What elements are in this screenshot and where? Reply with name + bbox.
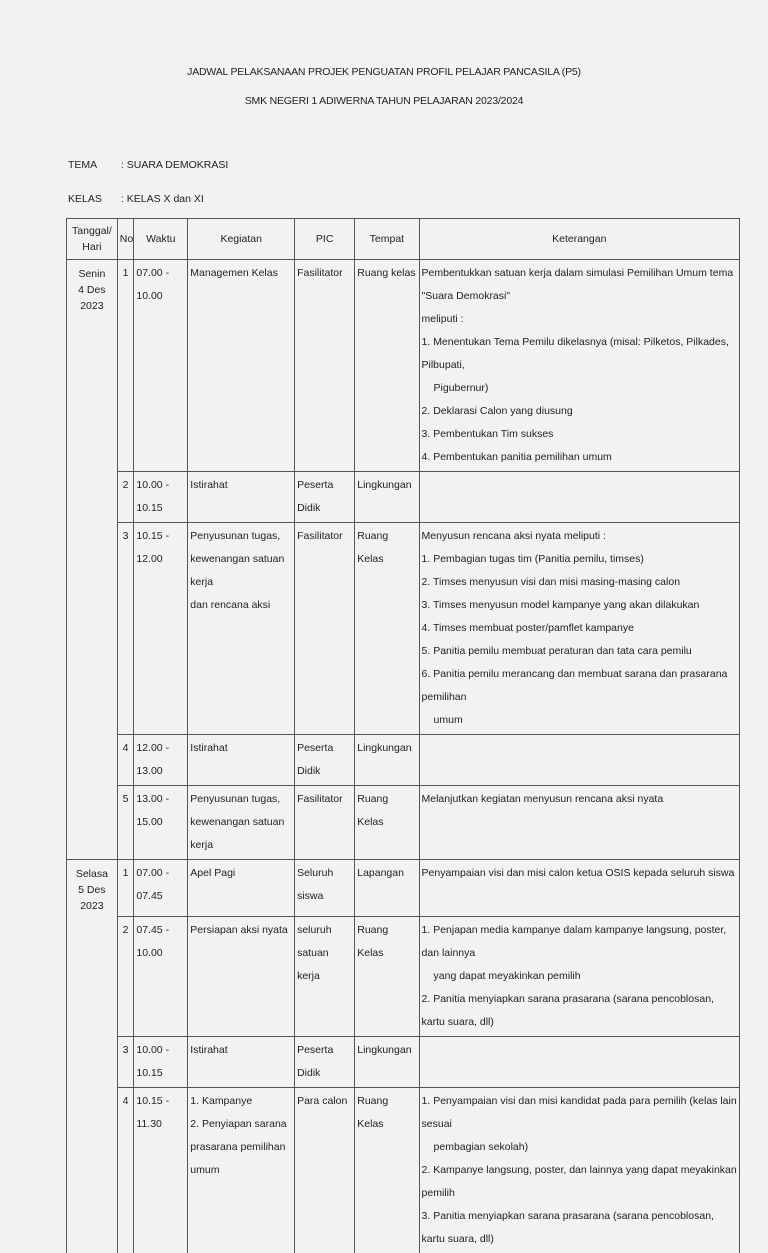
row-keterangan-line: Penyampaian visi dan misi calon ketua OSIS kepada seluruh siswa — [421, 867, 735, 879]
row-pic-line: Fasilitator — [297, 793, 343, 805]
row-keterangan — [419, 1036, 739, 1087]
row-waktu: 07.45 - 10.00 — [134, 916, 188, 1036]
row-waktu: 10.15 - 12.00 — [134, 523, 188, 735]
row-waktu: 07.00 - 07.45 — [134, 860, 188, 917]
row-kegiatan-line: dan rencana aksi — [190, 599, 271, 611]
row-keterangan — [419, 1087, 739, 1253]
row-kegiatan — [188, 916, 295, 1036]
row-keterangan-line: 4. Pembentukan panitia pemilihan umum — [421, 451, 612, 463]
day-cell-continued — [67, 1036, 118, 1087]
table-row — [67, 916, 740, 1036]
row-kegiatan — [188, 735, 295, 786]
header-no: No — [117, 219, 134, 260]
row-keterangan-line: Melanjutkan kegiatan menyusun rencana aksi nyata — [421, 793, 664, 805]
day-date: 5 Des 2023 — [78, 884, 106, 912]
row-tempat: Ruang Kelas — [355, 1087, 419, 1253]
row-no: 4 — [117, 1087, 134, 1253]
tema-label: TEMA — [68, 159, 98, 171]
row-kegiatan-line: Istirahat — [190, 1043, 228, 1056]
day-cell — [67, 260, 118, 472]
row-keterangan — [419, 786, 739, 860]
kelas-value: : KELAS X dan XI — [120, 193, 204, 205]
row-kegiatan-line: kewenangan satuan kerja — [190, 553, 285, 588]
row-waktu: 07.00 - 10.00 — [134, 260, 188, 472]
row-keterangan — [419, 916, 739, 1036]
row-keterangan-line: 5. Panitia pemilu membuat peraturan dan tata cara pemilu — [421, 645, 692, 657]
row-pic-line: Fasilitator — [297, 267, 343, 279]
row-no: 1 — [117, 260, 134, 472]
row-keterangan-line: umum — [433, 714, 463, 726]
row-kegiatan — [188, 472, 295, 523]
row-waktu: 12.00 - 13.00 — [134, 735, 188, 786]
row-kegiatan-line: 2. Penyiapan sarana — [190, 1117, 287, 1130]
row-kegiatan — [188, 860, 295, 917]
table-row — [67, 860, 740, 917]
row-no: 2 — [117, 472, 134, 523]
row-keterangan-line: 1. Pembagian tugas tim (Panitia pemilu, timses) — [421, 553, 644, 565]
row-kegiatan — [188, 786, 295, 860]
row-pic — [295, 472, 355, 523]
row-pic-line: Peserta Didik — [297, 1043, 334, 1079]
row-waktu: 10.15 - 11.30 — [134, 1087, 188, 1253]
row-waktu: 13.00 - 15.00 — [134, 786, 188, 860]
row-pic — [295, 735, 355, 786]
row-keterangan-line: Pembentukkan satuan kerja dalam simulasi Pemilihan Umum tema "Suara Demokrasi" — [421, 267, 734, 302]
row-keterangan-line: 3. Pembentukan Tim sukses — [421, 428, 554, 440]
header-waktu: Waktu — [134, 219, 188, 260]
table-row — [67, 786, 740, 860]
row-waktu: 10.00 - 10.15 — [134, 472, 188, 523]
header-tanggal: Tanggal/ Hari — [67, 219, 118, 260]
row-keterangan-line: 1. Penyampaian visi dan misi kandidat pada para pemilih (kelas lain sesuai — [421, 1094, 737, 1130]
document-subtitle: SMK NEGERI 1 ADIWERNA TAHUN PELAJARAN 2023/2024 — [244, 95, 524, 107]
row-tempat: Ruang kelas — [355, 260, 419, 472]
row-keterangan — [419, 260, 739, 472]
row-keterangan-line: Pigubernur) — [433, 382, 489, 394]
row-tempat: Lapangan — [355, 860, 419, 917]
table-row — [67, 1036, 740, 1087]
row-kegiatan-line: Persiapan aksi nyata — [190, 923, 288, 936]
row-kegiatan-line: Penyusunan tugas, — [190, 793, 281, 805]
tema-value: : SUARA DEMOKRASI — [120, 159, 229, 171]
row-keterangan — [419, 472, 739, 523]
row-keterangan-line: yang dapat meyakinkan pemilih — [433, 969, 581, 982]
row-pic — [295, 1087, 355, 1253]
day-cell-continued — [67, 523, 118, 735]
header-kegiatan: Kegiatan — [188, 219, 295, 260]
row-kegiatan-line: prasarana pemilihan umum — [190, 1140, 286, 1176]
row-keterangan-line: pembagian sekolah) — [433, 1140, 529, 1153]
row-no: 4 — [117, 735, 134, 786]
row-keterangan — [419, 523, 739, 735]
row-tempat: Ruang Kelas — [355, 916, 419, 1036]
tema-row — [68, 159, 228, 171]
day-cell — [67, 860, 118, 917]
row-kegiatan — [188, 1036, 295, 1087]
row-keterangan-line: 3. Panitia menyiapkan sarana prasarana (sarana pencoblosan, kartu suara, dll) — [421, 1209, 714, 1245]
document-title: JADWAL PELAKSANAAN PROJEK PENGUATAN PROFIL PELAJAR PANCASILA (P5) — [187, 66, 581, 78]
row-kegiatan-line: Istirahat — [190, 742, 228, 754]
row-pic-line: seluruh satuan — [297, 923, 332, 959]
row-tempat: Lingkungan — [355, 1036, 419, 1087]
row-keterangan-line: Menyusun rencana aksi nyata meliputi : — [421, 530, 606, 542]
row-pic — [295, 860, 355, 917]
row-kegiatan-line: Penyusunan tugas, — [190, 530, 281, 542]
row-pic-line: Peserta Didik — [297, 742, 334, 777]
row-keterangan-line: 2. Kampanye langsung, poster, dan lainnya yang dapat meyakinkan pemilih — [421, 1163, 737, 1199]
table-row — [67, 472, 740, 523]
row-pic-line: Peserta Didik — [297, 479, 334, 514]
row-no: 5 — [117, 786, 134, 860]
row-pic — [295, 786, 355, 860]
row-keterangan-line: 2. Timses menyusun visi dan misi masing-masing calon — [421, 576, 681, 588]
day-cell-continued — [67, 472, 118, 523]
day-date: 4 Des 2023 — [78, 284, 106, 312]
row-keterangan-line: 6. Panitia pemilu merancang dan membuat sarana dan prasarana pemilihan — [421, 668, 728, 703]
table-header-row — [67, 219, 740, 260]
row-no: 3 — [117, 523, 134, 735]
day-cell-continued — [67, 1087, 118, 1253]
row-tempat: Ruang Kelas — [355, 523, 419, 735]
row-keterangan-line: 1. Menentukan Tema Pemilu dikelasnya (misal: Pilketos, Pilkades, Pilbupati, — [421, 336, 729, 371]
row-no: 3 — [117, 1036, 134, 1087]
row-pic-line: Seluruh siswa — [297, 867, 334, 902]
row-kegiatan-line: kewenangan satuan kerja — [190, 816, 285, 851]
row-keterangan-line: 2. Panitia menyiapkan sarana prasarana (sarana pencoblosan, kartu suara, dll) — [421, 992, 714, 1028]
day-cell-continued — [67, 916, 118, 1036]
row-pic-line: Fasilitator — [297, 530, 343, 542]
row-keterangan-line: 2. Deklarasi Calon yang diusung — [421, 405, 573, 417]
row-kegiatan — [188, 523, 295, 735]
day-name: Senin — [78, 268, 106, 280]
row-pic-line: Para calon — [297, 1094, 348, 1107]
row-keterangan-line: meliputi : — [421, 313, 464, 325]
row-kegiatan-line: Managemen Kelas — [190, 267, 278, 279]
row-keterangan-line: 4. Timses membuat poster/pamflet kampanye — [421, 622, 634, 634]
kelas-label: KELAS — [68, 193, 102, 205]
kelas-row — [68, 193, 204, 205]
row-pic-line: kerja — [297, 969, 320, 982]
row-keterangan — [419, 860, 739, 917]
row-kegiatan-line: Apel Pagi — [190, 867, 236, 879]
row-pic — [295, 260, 355, 472]
table-row — [67, 260, 740, 472]
header-tempat: Tempat — [355, 219, 419, 260]
row-tempat: Ruang Kelas — [355, 786, 419, 860]
row-kegiatan-line: 1. Kampanye — [190, 1094, 253, 1107]
table-row — [67, 523, 740, 735]
row-keterangan-line: 3. Timses menyusun model kampanye yang akan dilakukan — [421, 599, 700, 611]
row-kegiatan-line: Istirahat — [190, 479, 228, 491]
row-no: 1 — [117, 860, 134, 917]
row-tempat: Lingkungan — [355, 735, 419, 786]
schedule-body — [67, 260, 740, 1253]
row-pic — [295, 523, 355, 735]
row-pic — [295, 916, 355, 1036]
row-tempat: Lingkungan — [355, 472, 419, 523]
table-row — [67, 1087, 740, 1253]
row-pic — [295, 1036, 355, 1087]
row-keterangan-line: 1. Penjapan media kampanye dalam kampanye langsung, poster, dan lainnya — [421, 923, 727, 959]
day-cell-continued — [67, 786, 118, 860]
row-waktu: 10.00 - 10.15 — [134, 1036, 188, 1087]
header-pic: PIC — [295, 219, 355, 260]
day-cell-continued — [67, 735, 118, 786]
schedule-table — [66, 218, 740, 1253]
row-keterangan — [419, 735, 739, 786]
table-row — [67, 735, 740, 786]
header-keterangan: Keterangan — [419, 219, 739, 260]
row-no: 2 — [117, 916, 134, 1036]
day-name: Selasa — [75, 868, 108, 880]
row-kegiatan — [188, 1087, 295, 1253]
row-kegiatan — [188, 260, 295, 472]
